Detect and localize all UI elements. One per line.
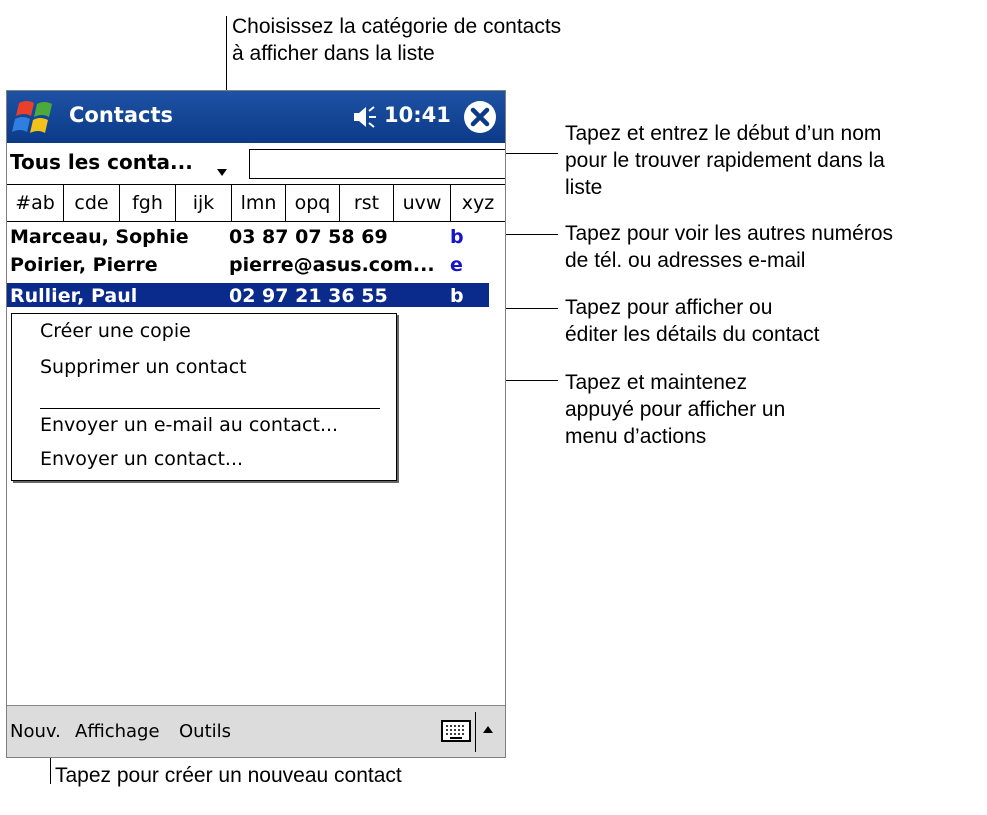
tab-rst[interactable]: rst xyxy=(340,185,394,221)
tools-menu[interactable]: Outils xyxy=(179,721,232,742)
input-panel-arrow-icon[interactable] xyxy=(483,726,493,733)
menu-item-send-email[interactable]: Envoyer un e-mail au contact... xyxy=(40,414,339,436)
close-icon[interactable] xyxy=(462,99,498,135)
menu-item-create-copy[interactable]: Créer une copie xyxy=(40,320,191,342)
context-menu xyxy=(11,313,397,481)
contact-name: Marceau, Sophie xyxy=(10,226,189,248)
tab-cde[interactable]: cde xyxy=(64,185,120,221)
contact-row[interactable] xyxy=(7,252,489,280)
search-input[interactable] xyxy=(249,149,505,179)
callout-new: Tapez pour créer un nouveau contact xyxy=(55,764,402,787)
command-bar xyxy=(7,705,505,758)
title-bar xyxy=(7,91,505,143)
menu-separator xyxy=(40,408,380,409)
new-button[interactable]: Nouv. xyxy=(10,721,61,742)
dropdown-arrow-icon[interactable] xyxy=(217,169,227,176)
contact-row-selected[interactable] xyxy=(7,283,489,307)
contact-name: Poirier, Pierre xyxy=(10,254,158,276)
contact-type-indicator[interactable]: e xyxy=(450,254,463,276)
contact-name: Rullier, Paul xyxy=(10,285,138,307)
leader-line-search xyxy=(500,153,558,154)
callout-details: Tapez pour afficher ou éditer les détails du contact xyxy=(565,296,820,346)
contact-info: 03 87 07 58 69 xyxy=(229,226,388,248)
tab-fgh[interactable]: fgh xyxy=(120,185,176,221)
callout-numbers: Tapez pour voir les autres numéros de tél. ou adresses e-mail xyxy=(565,222,893,272)
clock[interactable]: 10:41 xyxy=(384,103,451,127)
app-title: Contacts xyxy=(69,103,173,127)
contact-info: 02 97 21 36 55 xyxy=(229,285,388,307)
contact-type-indicator[interactable]: b xyxy=(450,285,464,307)
tab-lmn[interactable]: lmn xyxy=(232,185,286,221)
speaker-icon[interactable] xyxy=(352,105,378,129)
menu-item-send-contact[interactable]: Envoyer un contact... xyxy=(40,448,244,470)
pda-screen xyxy=(6,90,506,758)
callout-category: Choisissez la catégorie de contacts à afficher dans la liste xyxy=(232,15,562,65)
alphabet-tabs xyxy=(7,185,505,222)
tab-ab[interactable]: #ab xyxy=(7,185,64,221)
category-dropdown[interactable]: Tous les conta... xyxy=(10,150,193,174)
tab-uvw[interactable]: uvw xyxy=(394,185,451,221)
menu-item-delete-contact[interactable]: Supprimer un contact xyxy=(40,356,247,378)
keyboard-icon[interactable] xyxy=(441,719,471,743)
command-bar-divider xyxy=(475,712,476,752)
tab-xyz[interactable]: xyz xyxy=(461,192,495,214)
view-menu[interactable]: Affichage xyxy=(75,721,160,742)
callout-hold: Tapez et maintenez appuyé pour afficher un menu d’actions xyxy=(565,371,786,448)
contact-row[interactable] xyxy=(7,224,489,252)
contact-info: pierre@asus.com... xyxy=(229,254,435,276)
filter-bar xyxy=(7,143,505,185)
callout-search: Tapez et entrez le début d’un nom pour le trouver rapidement dans la liste xyxy=(565,122,885,199)
tab-opq[interactable]: opq xyxy=(286,185,340,221)
contact-type-indicator[interactable]: b xyxy=(450,226,464,248)
windows-start-icon[interactable] xyxy=(11,97,59,137)
tab-ijk[interactable]: ijk xyxy=(176,185,232,221)
